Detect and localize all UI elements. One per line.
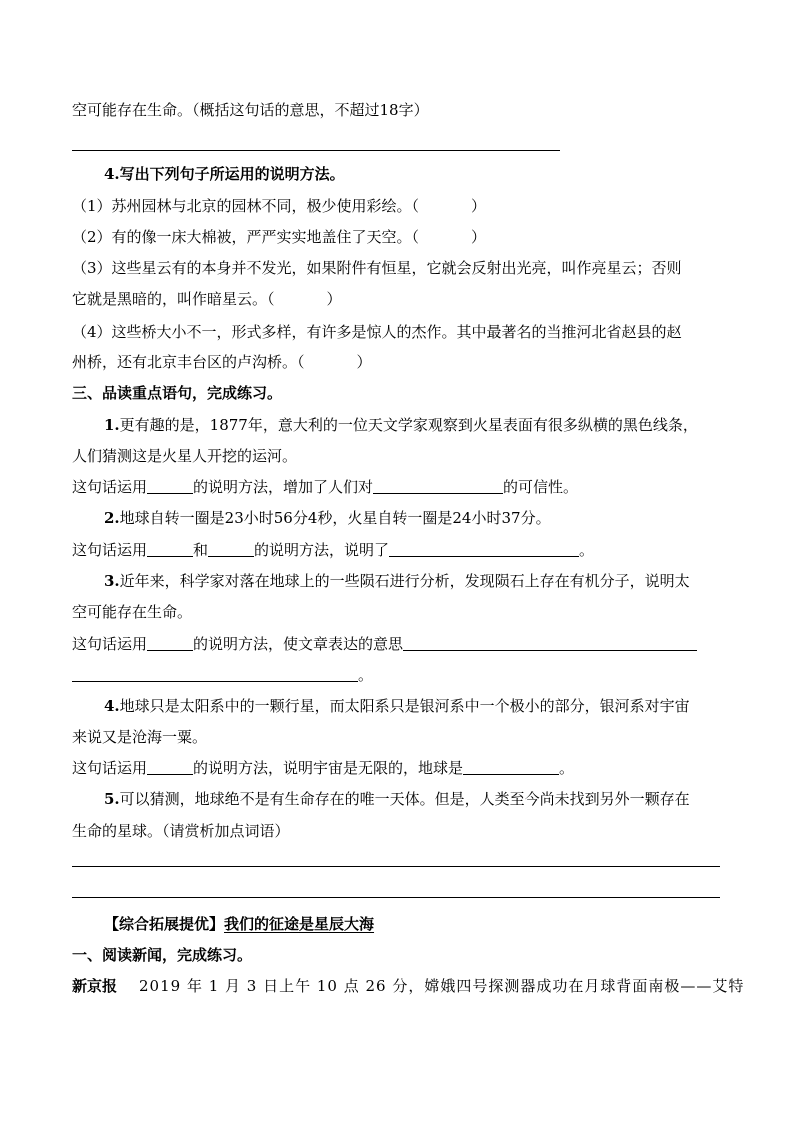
blank-field[interactable]: [373, 478, 503, 494]
question-item: [72, 289, 342, 309]
question-item: （3）这些星云有的本身并不发光，如果附件有恒星，它就会反射出光亮，叫作亮星云；否则: [72, 259, 682, 277]
blank-field[interactable]: [208, 541, 254, 557]
fill-line: [72, 665, 373, 685]
item-text: （1）苏州园林与北京的园林不同，极少使用彩绘。（: [72, 197, 420, 215]
exercise-line: [104, 415, 698, 435]
paragraph-line: 空可能存在生命。（概括这句话的意思，不超过18字）: [72, 101, 429, 119]
exercise-line: 来说又是沧海一粟。: [72, 728, 208, 746]
fill-text: 。: [579, 541, 595, 559]
exercise-line: 空可能存在生命。: [72, 603, 193, 621]
answer-line[interactable]: [72, 150, 560, 151]
question-item: [72, 196, 486, 216]
item-text: 地球自转一圈是23小时56分4秒，火星自转一圈是24小时37分。: [119, 509, 551, 527]
exercise-line: [104, 508, 551, 528]
fill-text: 这句话运用: [72, 759, 148, 777]
exercise-line: 生命的星球。（请赏析加点词语）: [72, 822, 290, 840]
question-heading: 4.写出下列句子所运用的说明方法。: [104, 165, 345, 183]
exercise-line: 人们猜测这是火星人开挖的运河。: [72, 447, 298, 465]
fill-text: 这句话运用: [72, 478, 148, 496]
item-number: 3.: [104, 572, 120, 590]
blank-field[interactable]: [147, 541, 193, 557]
close-paren: ）: [471, 197, 487, 215]
news-text: 2019 年 1 月 3 日上午 10 点 26 分，嫦娥四号探测器成功在月球背面南极——艾特: [139, 977, 745, 995]
blank-field[interactable]: [403, 635, 697, 651]
extension-topic: 我们的征途是星辰大海: [224, 915, 375, 933]
blank-field[interactable]: [72, 666, 358, 682]
question-item: [72, 227, 486, 247]
fill-text: 的说明方法，说明了: [254, 541, 390, 559]
item-text: 它就是黑暗的，叫作暗星云。（: [72, 290, 275, 308]
answer-line[interactable]: [72, 866, 720, 867]
extension-title: [104, 914, 374, 934]
fill-text: 这句话运用: [72, 541, 148, 559]
item-text: 地球只是太阳系中的一颗行星，而太阳系只是银河系中一个极小的部分，银河系对宇宙: [119, 697, 690, 715]
fill-text: 的说明方法，增加了人们对: [193, 478, 374, 496]
fill-line: [72, 477, 578, 497]
fill-line: [72, 540, 594, 560]
blank-field[interactable]: [147, 759, 193, 775]
blank-field[interactable]: [389, 541, 579, 557]
item-number: 4.: [104, 697, 120, 715]
item-text: 可以猜测，地球绝不是有生命存在的唯一天体。但是，人类至今尚未找到另外一颗存在: [119, 790, 690, 808]
answer-line[interactable]: [72, 897, 720, 898]
blank-field[interactable]: [147, 635, 193, 651]
fill-text: 这句话运用: [72, 635, 148, 653]
exercise-line: [104, 571, 690, 591]
fill-line: [72, 758, 574, 778]
item-number: 5.: [104, 790, 120, 808]
close-paren: ）: [326, 290, 342, 308]
fill-text: 。: [358, 666, 374, 684]
close-paren: ）: [471, 228, 487, 246]
fill-text: 的可信性。: [503, 478, 579, 496]
exercise-line: [104, 789, 690, 809]
fill-text: 的说明方法，说明宇宙是无限的，地球是: [193, 759, 464, 777]
blank-field[interactable]: [463, 759, 559, 775]
item-number: 2.: [104, 509, 120, 527]
blank-field[interactable]: [147, 478, 193, 494]
news-source: 新京报: [72, 977, 118, 995]
close-paren: ）: [356, 353, 372, 371]
item-number: 1.: [104, 416, 120, 434]
news-line: [72, 976, 744, 996]
item-text: 州桥，还有北京丰台区的卢沟桥。（: [72, 353, 305, 371]
section-heading: 三、品读重点语句，完成练习。: [72, 384, 283, 402]
question-item: （4）这些桥大小不一，形式多样，有许多是惊人的杰作。其中最著名的当推河北省赵县的赵: [72, 323, 682, 341]
item-text: 更有趣的是，1877年，意大利的一位天文学家观察到火星表面有很多纵横的黑色线条，: [119, 416, 698, 434]
item-text: 近年来，科学家对落在地球上的一些陨石进行分析，发现陨石上存在有机分子，说明太: [119, 572, 690, 590]
question-item: [72, 352, 372, 372]
fill-text: 和: [193, 541, 209, 559]
fill-text: 的说明方法，使文章表达的意思: [193, 635, 404, 653]
item-text: （2）有的像一床大棉被，严严实实地盖住了天空。（: [72, 228, 420, 246]
fill-line: [72, 634, 697, 654]
section-heading: 一、阅读新闻，完成练习。: [72, 946, 253, 964]
extension-label: 【综合拓展提优】: [104, 915, 225, 933]
exercise-line: [104, 696, 690, 716]
fill-text: 。: [559, 759, 575, 777]
